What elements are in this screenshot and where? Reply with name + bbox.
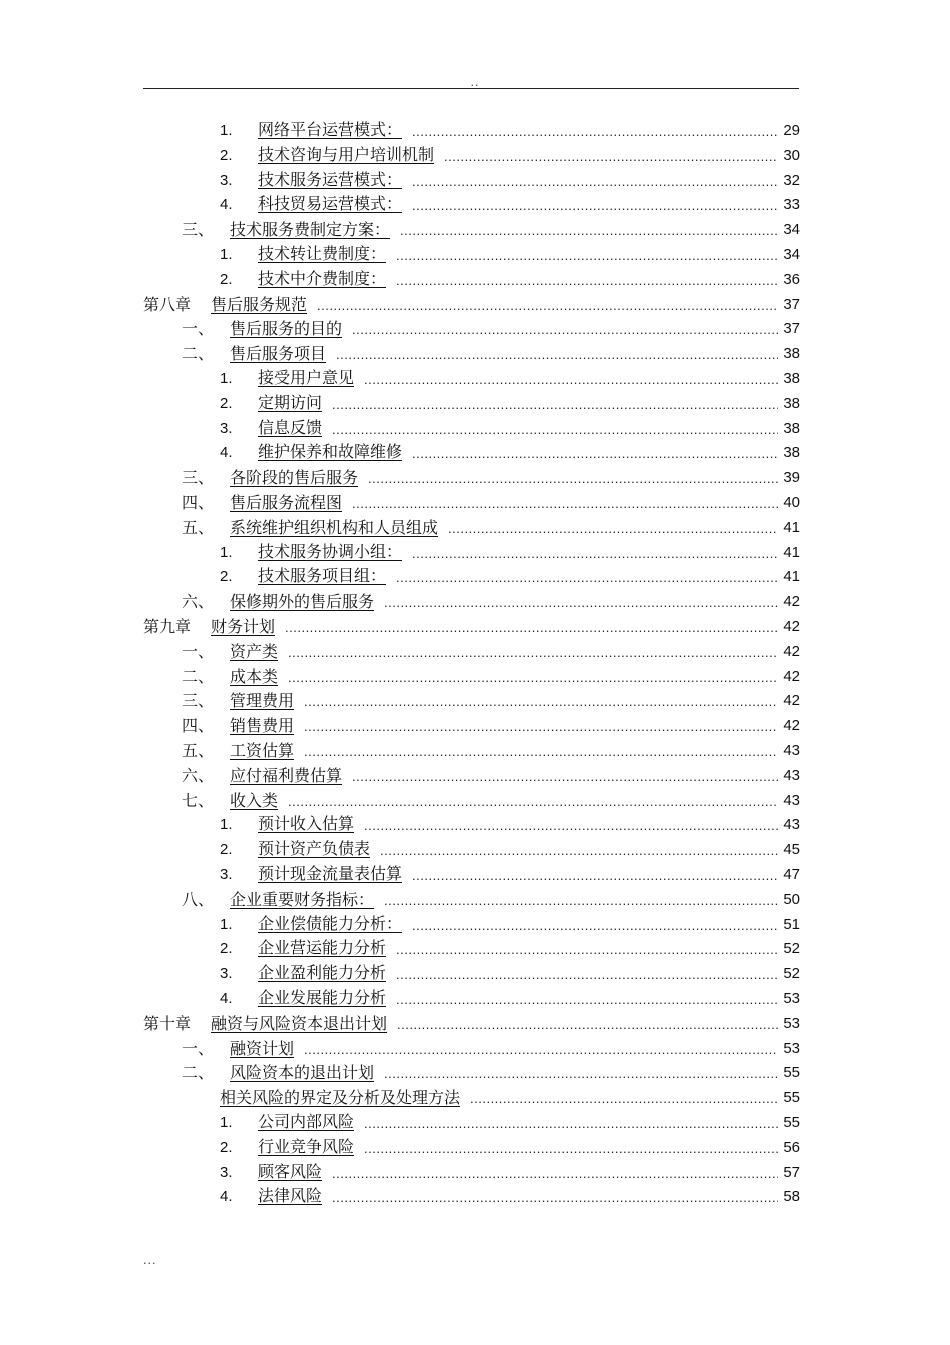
toc-entry-title: 系统维护组织机构和人员组成 [230, 518, 439, 537]
toc-entry[interactable] [220, 836, 800, 860]
toc-dot-leader [396, 941, 778, 959]
toc-dot-leader [364, 371, 778, 389]
toc-page-number: 47 [783, 866, 800, 883]
toc-entry[interactable] [143, 291, 800, 315]
toc-entry-label[interactable] [182, 791, 288, 811]
toc-entry-label[interactable] [182, 518, 448, 538]
toc-entry[interactable] [220, 365, 800, 389]
toc-entry-number: 3. [220, 965, 233, 982]
toc-dot-leader [396, 966, 778, 984]
toc-dot-leader [352, 768, 778, 786]
toc-dot-leader [448, 520, 778, 538]
toc-entry-label[interactable] [220, 442, 412, 463]
toc-entry[interactable] [220, 142, 800, 166]
toc-entry-label[interactable] [220, 368, 364, 389]
toc-page-number: 32 [783, 172, 800, 189]
toc-entry-title: 管理费用 [230, 691, 295, 710]
toc-entry-number: 四、 [182, 716, 215, 735]
toc-entry-number: 3. [220, 1164, 233, 1181]
toc-entry-label[interactable] [182, 642, 288, 662]
toc-page-number: 45 [783, 841, 800, 858]
toc-entry-label[interactable] [182, 493, 352, 513]
toc-entry-title: 售后服务规范 [211, 295, 308, 314]
toc-entry[interactable] [220, 935, 800, 959]
toc-entry[interactable] [182, 315, 800, 339]
toc-entry-number: 三、 [182, 691, 215, 710]
toc-page-number: 30 [783, 147, 800, 164]
toc-entry-number: 五、 [182, 741, 215, 760]
toc-page-number: 55 [783, 1089, 800, 1106]
toc-entry[interactable] [220, 241, 800, 265]
toc-entry-title: 工资估算 [230, 741, 295, 760]
toc-page-number: 42 [783, 717, 800, 734]
toc-dot-leader [380, 842, 778, 860]
toc-entry-label[interactable] [220, 194, 412, 215]
toc-entry-title: 维护保养和故障维修 [258, 442, 403, 461]
toc-entry-label[interactable] [220, 839, 380, 860]
toc-entry-number: 4. [220, 196, 233, 213]
toc-entry-title: 企业偿债能力分析： [258, 914, 403, 933]
toc-entry-label[interactable] [182, 691, 304, 711]
toc-page-number: 38 [783, 345, 800, 362]
toc-entry-label[interactable] [220, 1112, 364, 1133]
toc-entry-label[interactable] [220, 1162, 332, 1183]
toc-dot-leader [384, 594, 778, 612]
toc-entry-title: 预计资产负债表 [258, 839, 371, 858]
toc-entry-title: 信息反馈 [258, 418, 323, 437]
toc-entry-title: 定期访问 [258, 393, 323, 412]
toc-dot-leader [332, 1165, 778, 1183]
toc-entry-title: 技术服务协调小组： [258, 542, 403, 561]
toc-entry-label[interactable] [220, 393, 332, 414]
toc-entry-number: 1. [220, 544, 233, 561]
toc-entry-title: 售后服务的目的 [230, 319, 343, 338]
toc-page-number: 38 [783, 370, 800, 387]
toc-entry[interactable] [220, 390, 800, 414]
toc-entry-label[interactable] [220, 120, 412, 141]
toc-entry-title: 科技贸易运营模式： [258, 194, 403, 213]
toc-entry-label[interactable] [220, 244, 396, 265]
toc-entry-number: 二、 [182, 667, 215, 686]
toc-entry-number: 三、 [182, 220, 215, 239]
toc-entry-number: 一、 [182, 1039, 215, 1058]
toc-entry-title: 各阶段的售后服务 [230, 468, 359, 487]
toc-entry[interactable] [220, 117, 800, 141]
toc-dot-leader [384, 892, 778, 910]
toc-page-number: 52 [783, 940, 800, 957]
toc-page-number: 37 [783, 296, 800, 313]
toc-page-number: 43 [783, 767, 800, 784]
toc-entry[interactable] [220, 266, 800, 290]
toc-entry[interactable] [220, 811, 800, 835]
toc-entry-title: 成本类 [230, 667, 279, 686]
toc-entry-title: 技术转让费制度： [258, 244, 387, 263]
toc-dot-leader [317, 297, 778, 315]
toc-entry-label[interactable] [220, 145, 444, 166]
toc-entry-number: 第九章 [143, 617, 192, 636]
toc-entry-number: 六、 [182, 592, 215, 611]
toc-entry-number: 三、 [182, 468, 215, 487]
toc-entry-label[interactable] [220, 1088, 470, 1108]
toc-page-number: 34 [783, 246, 800, 263]
toc-page-number: 43 [783, 816, 800, 833]
toc-entry-label[interactable] [220, 566, 396, 587]
toc-entry-number: 七、 [182, 791, 215, 810]
toc-page-number: 33 [783, 196, 800, 213]
toc-dot-leader [396, 569, 778, 587]
toc-entry-number: 1. [220, 246, 233, 263]
toc-entry-label[interactable] [220, 864, 412, 885]
toc-entry-label[interactable] [220, 418, 332, 439]
toc-dot-leader [412, 545, 778, 563]
toc-entry[interactable] [182, 663, 800, 687]
toc-entry[interactable] [182, 464, 800, 488]
toc-page-number: 41 [783, 568, 800, 585]
page-header-mark: .. [470, 76, 480, 89]
toc-entry-number: 1. [220, 1114, 233, 1131]
toc-dot-leader [288, 644, 778, 662]
toc-entry-label[interactable] [182, 766, 352, 786]
toc-entry-title: 公司内部风险 [258, 1112, 355, 1131]
toc-entry-label[interactable] [220, 914, 412, 935]
toc-dot-leader [352, 495, 778, 513]
toc-dot-leader [332, 1189, 778, 1207]
toc-entry[interactable] [220, 415, 800, 439]
toc-entry-title: 风险资本的退出计划 [230, 1063, 375, 1082]
toc-entry-title: 技术服务项目组： [258, 566, 387, 585]
toc-page-number: 43 [783, 742, 800, 759]
toc-entry[interactable] [182, 638, 800, 662]
toc-entry-title: 法律风险 [258, 1186, 323, 1205]
toc-entry-number: 1. [220, 370, 233, 387]
toc-dot-leader [332, 396, 778, 414]
toc-page-number: 38 [783, 395, 800, 412]
toc-entry[interactable] [220, 539, 800, 563]
toc-page-number: 55 [783, 1114, 800, 1131]
toc-entry-number: 2. [220, 841, 233, 858]
toc-entry-label[interactable] [220, 988, 396, 1009]
toc-entry-title: 网络平台运营模式： [258, 120, 403, 139]
toc-entry-label[interactable] [182, 468, 368, 488]
toc-page-number: 56 [783, 1139, 800, 1156]
toc-entry-title: 融资计划 [230, 1039, 295, 1058]
toc-entry-title: 财务计划 [211, 617, 276, 636]
toc-entry[interactable] [220, 1084, 800, 1108]
toc-dot-leader [396, 272, 778, 290]
toc-dot-leader [288, 669, 778, 687]
toc-entry-label[interactable] [182, 1063, 384, 1083]
toc-entry[interactable] [220, 1183, 800, 1207]
toc-entry[interactable] [182, 514, 800, 538]
toc-entry[interactable] [182, 1059, 800, 1083]
toc-page-number: 41 [783, 519, 800, 536]
toc-entry-number: 第十章 [143, 1014, 192, 1033]
toc-entry-title: 技术中介费制度： [258, 269, 387, 288]
toc-dot-leader [412, 173, 778, 191]
toc-entry[interactable] [220, 861, 800, 885]
toc-entry-label[interactable] [220, 269, 396, 290]
toc-entry[interactable] [182, 886, 800, 910]
toc-entry-title: 技术咨询与用户培训机制 [258, 145, 435, 164]
toc-entry-number: 3. [220, 172, 233, 189]
toc-entry-title: 销售费用 [230, 716, 295, 735]
toc-entry-number: 2. [220, 1139, 233, 1156]
toc-dot-leader [384, 1065, 778, 1083]
toc-entry[interactable] [182, 340, 800, 364]
toc-entry-title: 保修期外的售后服务 [230, 592, 375, 611]
toc-entry-number: 六、 [182, 766, 215, 785]
toc-page-number: 36 [783, 271, 800, 288]
toc-dot-leader [285, 619, 778, 637]
toc-entry-label[interactable] [143, 1014, 397, 1034]
toc-entry-title: 顾客风险 [258, 1162, 323, 1181]
toc-entry-title: 预计现金流量表估算 [258, 864, 403, 883]
toc-entry-title: 企业发展能力分析 [258, 988, 387, 1007]
toc-page-number: 29 [783, 122, 800, 139]
toc-page-number: 55 [783, 1064, 800, 1081]
toc-entry[interactable] [182, 489, 800, 513]
toc-dot-leader [412, 917, 778, 935]
toc-entry-label[interactable] [220, 542, 412, 563]
toc-dot-leader [400, 222, 778, 240]
toc-entry-number: 五、 [182, 518, 215, 537]
toc-entry[interactable] [182, 762, 800, 786]
toc-page-number: 38 [783, 420, 800, 437]
toc-entry-label[interactable] [220, 1137, 364, 1158]
toc-page-number: 42 [783, 593, 800, 610]
toc-dot-leader [412, 867, 778, 885]
toc-entry-label[interactable] [182, 220, 400, 240]
toc-page-number: 38 [783, 444, 800, 461]
toc-entry[interactable] [182, 687, 800, 711]
toc-entry-title: 收入类 [230, 791, 279, 810]
toc-page-number: 52 [783, 965, 800, 982]
toc-dot-leader [304, 1041, 778, 1059]
toc-entry-title: 相关风险的界定及分析及处理方法 [220, 1088, 461, 1107]
toc-page-number: 39 [783, 469, 800, 486]
toc-entry-number: 4. [220, 1188, 233, 1205]
toc-entry-title: 资产类 [230, 642, 279, 661]
toc-entry-number: 第八章 [143, 295, 192, 314]
toc-entry-label[interactable] [220, 963, 396, 984]
toc-dot-leader [304, 693, 778, 711]
toc-entry-number: 1. [220, 122, 233, 139]
toc-dot-leader [396, 991, 778, 1009]
toc-entry[interactable] [182, 787, 800, 811]
toc-entry-number: 一、 [182, 642, 215, 661]
toc-entry-label[interactable] [182, 592, 384, 612]
toc-entry[interactable] [182, 216, 800, 240]
toc-entry-title: 应付福利费估算 [230, 766, 343, 785]
toc-entry-label[interactable] [182, 890, 384, 910]
toc-dot-leader [412, 445, 778, 463]
toc-entry[interactable] [220, 1109, 800, 1133]
toc-entry[interactable] [182, 588, 800, 612]
toc-entry-label[interactable] [182, 741, 304, 761]
toc-entry-title: 行业竞争风险 [258, 1137, 355, 1156]
toc-dot-leader [396, 247, 778, 265]
toc-entry[interactable] [220, 563, 800, 587]
toc-entry-number: 一、 [182, 319, 215, 338]
toc-page-number: 53 [783, 1015, 800, 1032]
toc-entry-title: 企业盈利能力分析 [258, 963, 387, 982]
toc-entry[interactable] [143, 613, 800, 637]
toc-entry-title: 售后服务项目 [230, 344, 327, 363]
toc-page-number: 43 [783, 792, 800, 809]
toc-dot-leader [397, 1016, 778, 1034]
toc-entry-label[interactable] [182, 667, 288, 687]
toc-page-number: 34 [783, 221, 800, 238]
toc-page-number: 53 [783, 1040, 800, 1057]
toc-entry-label[interactable] [182, 1039, 304, 1059]
toc-entry-label[interactable] [182, 344, 336, 364]
toc-entry-number: 二、 [182, 344, 215, 363]
toc-dot-leader [364, 1140, 778, 1158]
toc-page-number: 42 [783, 643, 800, 660]
toc-entry-title: 技术服务运营模式： [258, 170, 403, 189]
toc-page-number: 51 [783, 916, 800, 933]
toc-page-number: 57 [783, 1164, 800, 1181]
toc-dot-leader [336, 346, 778, 364]
toc-entry-number: 2. [220, 395, 233, 412]
toc-entry-label[interactable] [220, 814, 364, 835]
toc-entry-number: 四、 [182, 493, 215, 512]
toc-dot-leader [470, 1090, 778, 1108]
toc-dot-leader [332, 421, 778, 439]
toc-entry-number: 4. [220, 990, 233, 1007]
toc-entry[interactable] [220, 985, 800, 1009]
header-rule [143, 88, 799, 89]
page-footer-mark: ... [143, 1254, 157, 1267]
toc-entry[interactable] [220, 191, 800, 215]
toc-dot-leader [412, 197, 778, 215]
toc-dot-leader [304, 718, 778, 736]
toc-entry-number: 2. [220, 147, 233, 164]
toc-entry-title: 企业营运能力分析 [258, 938, 387, 957]
toc-dot-leader [444, 148, 778, 166]
toc-entry-label[interactable] [143, 295, 317, 315]
toc-entry-label[interactable] [143, 617, 285, 637]
toc-entry[interactable] [220, 960, 800, 984]
toc-entry[interactable] [220, 167, 800, 191]
toc-page-number: 37 [783, 320, 800, 337]
toc-page-number: 42 [783, 692, 800, 709]
toc-page-number: 58 [783, 1188, 800, 1205]
toc-page-number: 42 [783, 668, 800, 685]
toc-entry-label[interactable] [220, 170, 412, 191]
toc-entry[interactable] [220, 439, 800, 463]
toc-dot-leader [288, 793, 778, 811]
toc-entry-number: 八、 [182, 890, 215, 909]
toc-entry-number: 2. [220, 940, 233, 957]
toc-page-number: 40 [783, 494, 800, 511]
toc-entry-number: 3. [220, 866, 233, 883]
toc-entry-number: 1. [220, 816, 233, 833]
toc-page-number: 53 [783, 990, 800, 1007]
toc-entry-number: 2. [220, 271, 233, 288]
toc-dot-leader [368, 470, 778, 488]
toc-entry[interactable] [182, 737, 800, 761]
toc-entry-title: 企业重要财务指标： [230, 890, 375, 909]
toc-entry[interactable] [220, 1134, 800, 1158]
toc-dot-leader [364, 817, 778, 835]
toc-entry[interactable] [220, 911, 800, 935]
toc-entry-title: 技术服务费制定方案： [230, 220, 391, 239]
toc-entry-label[interactable] [220, 1186, 332, 1207]
toc-entry-number: 2. [220, 568, 233, 585]
toc-entry-label[interactable] [220, 938, 396, 959]
toc-entry[interactable] [143, 1010, 800, 1034]
toc-page-number: 41 [783, 544, 800, 561]
toc-entry-number: 二、 [182, 1063, 215, 1082]
toc-entry-number: 4. [220, 444, 233, 461]
toc-entry[interactable] [182, 1035, 800, 1059]
toc-entry-title: 售后服务流程图 [230, 493, 343, 512]
toc-dot-leader [412, 123, 778, 141]
toc-entry-number: 1. [220, 916, 233, 933]
toc-page-number: 42 [783, 618, 800, 635]
toc-dot-leader [352, 321, 778, 339]
toc-entry-label[interactable] [182, 319, 352, 339]
toc-entry-title: 预计收入估算 [258, 814, 355, 833]
toc-dot-leader [304, 743, 778, 761]
toc-entry-title: 融资与风险资本退出计划 [211, 1014, 388, 1033]
toc-entry[interactable] [220, 1159, 800, 1183]
toc-entry[interactable] [182, 712, 800, 736]
toc-dot-leader [364, 1115, 778, 1133]
toc-entry-label[interactable] [182, 716, 304, 736]
toc-page-number: 50 [783, 891, 800, 908]
toc-entry-number: 3. [220, 420, 233, 437]
toc-entry-title: 接受用户意见 [258, 368, 355, 387]
